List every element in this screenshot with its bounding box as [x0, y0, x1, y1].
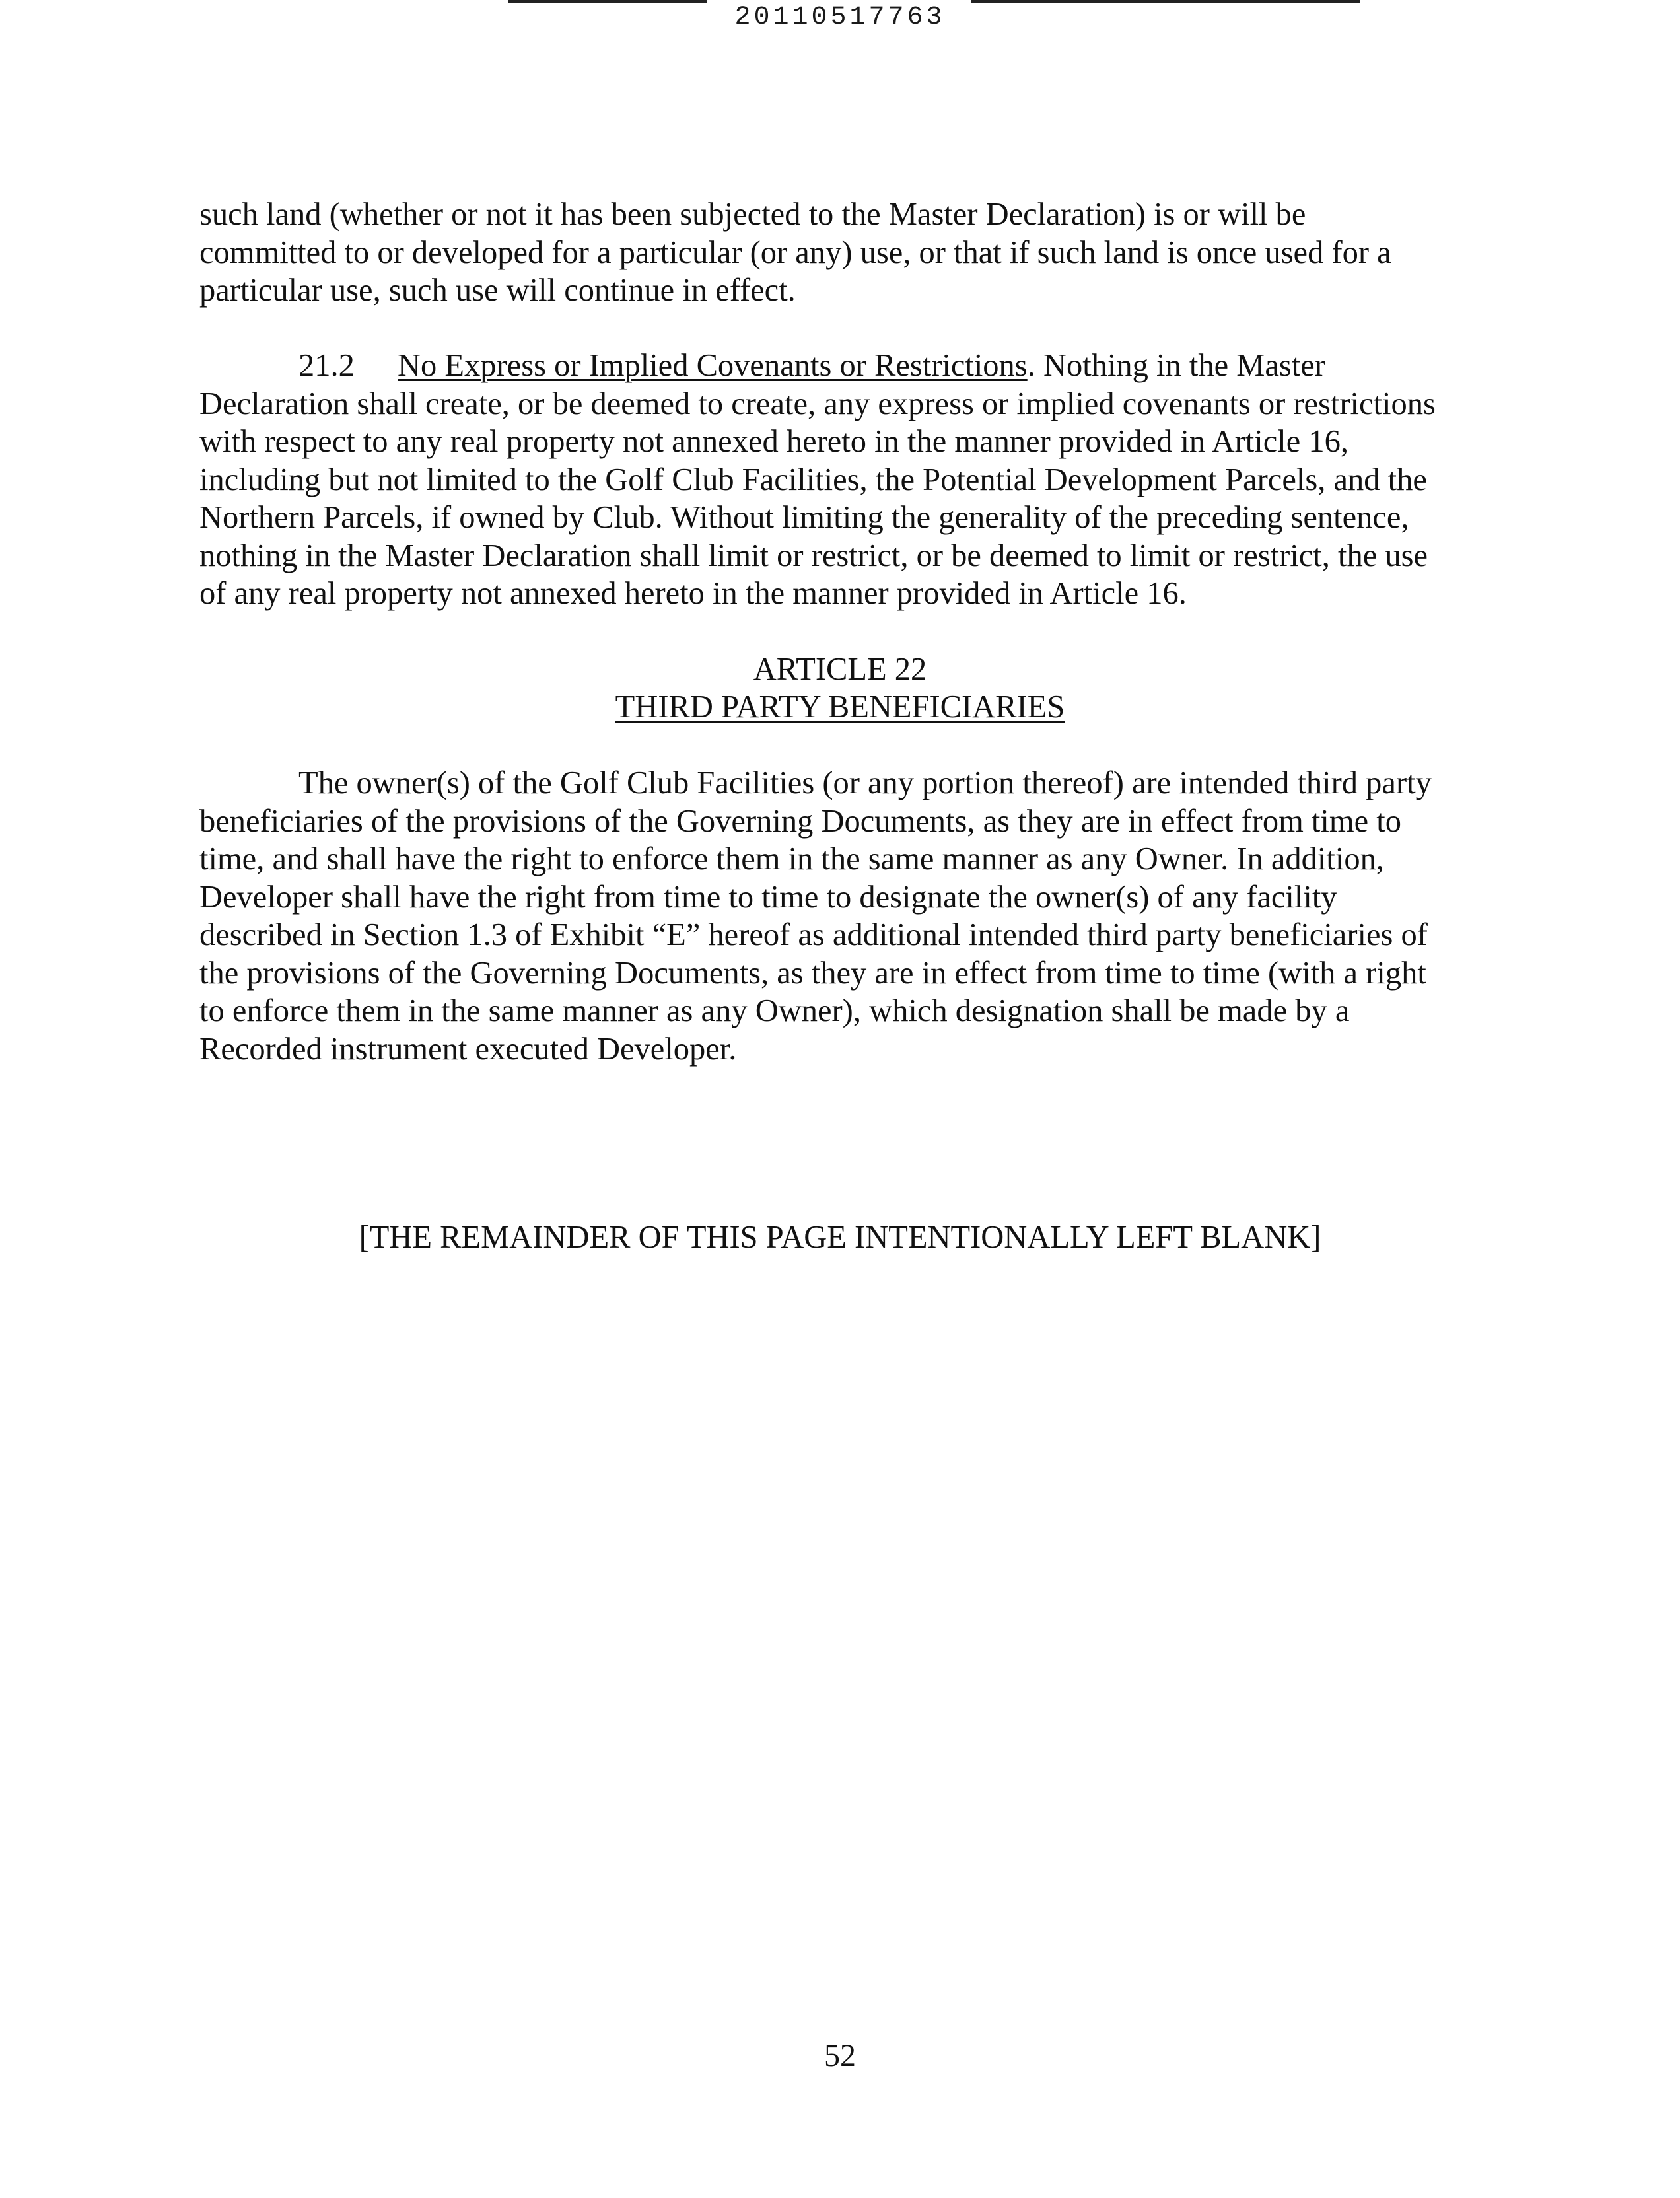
continuation-paragraph [199, 195, 1474, 310]
page-number: 52 [824, 2038, 856, 2073]
text-line: described in Section 1.3 of Exhibit “E” hereof as additional intended third party beneficiaries of [199, 917, 1428, 952]
text-line: with respect to any real property not annexed hereto in the manner provided in Article 16, [199, 424, 1349, 459]
section-heading: No Express or Implied Covenants or Restrictions [398, 348, 1028, 383]
section-21-2 [199, 347, 1474, 613]
text-line: including but not limited to the Golf Club Facilities, the Potential Development Parcels, and the [199, 462, 1427, 497]
article-title-text: THIRD PARTY BENEFICIARIES [615, 690, 1065, 725]
article-22-paragraph [199, 764, 1474, 1068]
text-line: Developer shall have the right from time to time to designate the owner(s) of any facility [199, 879, 1337, 915]
text-line: Northern Parcels, if owned by Club. Without limiting the generality of the preceding sentence, [199, 500, 1409, 535]
text-line: Declaration shall create, or be deemed to create, any express or implied covenants or restrictions [199, 386, 1436, 421]
remainder-blank-notice: [THE REMAINDER OF THIS PAGE INTENTIONALLY LEFT BLANK] [359, 1220, 1321, 1255]
article-title [0, 688, 1680, 727]
text-line: to enforce them in the same manner as any Owner), which designation shall be made by a [199, 993, 1350, 1028]
text-line: committed to or developed for a particular (or any) use, or that if such land is once used for a [199, 234, 1391, 270]
paragraph-first-line [199, 764, 1474, 802]
text-line: the provisions of the Governing Documents, as they are in effect from time to time (with a right [199, 955, 1426, 991]
text-line: of any real property not annexed hereto in the manner provided in Article 16. [199, 576, 1187, 611]
text-line: The owner(s) of the Golf Club Facilities (or any portion thereof) are intended third party [298, 765, 1432, 800]
text-line: particular use, such use will continue in effect. [199, 273, 796, 308]
document-number: 20110517763 [734, 3, 946, 32]
article-label: ARTICLE 22 [753, 652, 927, 687]
text-line: nothing in the Master Declaration shall limit or restrict, or be deemed to limit or restrict, the use [199, 538, 1428, 573]
section-number: 21.2 [298, 348, 355, 383]
section-first-line [199, 347, 1474, 385]
text-line: beneficiaries of the provisions of the Governing Documents, as they are in effect from time to [199, 803, 1401, 839]
text-line: time, and shall have the right to enforce them in the same manner as any Owner. In addition, [199, 841, 1384, 876]
section-first-line-rest: . Nothing in the Master [1027, 348, 1325, 383]
text-line: Recorded instrument executed Developer. [199, 1031, 737, 1067]
text-line: such land (whether or not it has been subjected to the Master Declaration) is or will be [199, 197, 1306, 232]
